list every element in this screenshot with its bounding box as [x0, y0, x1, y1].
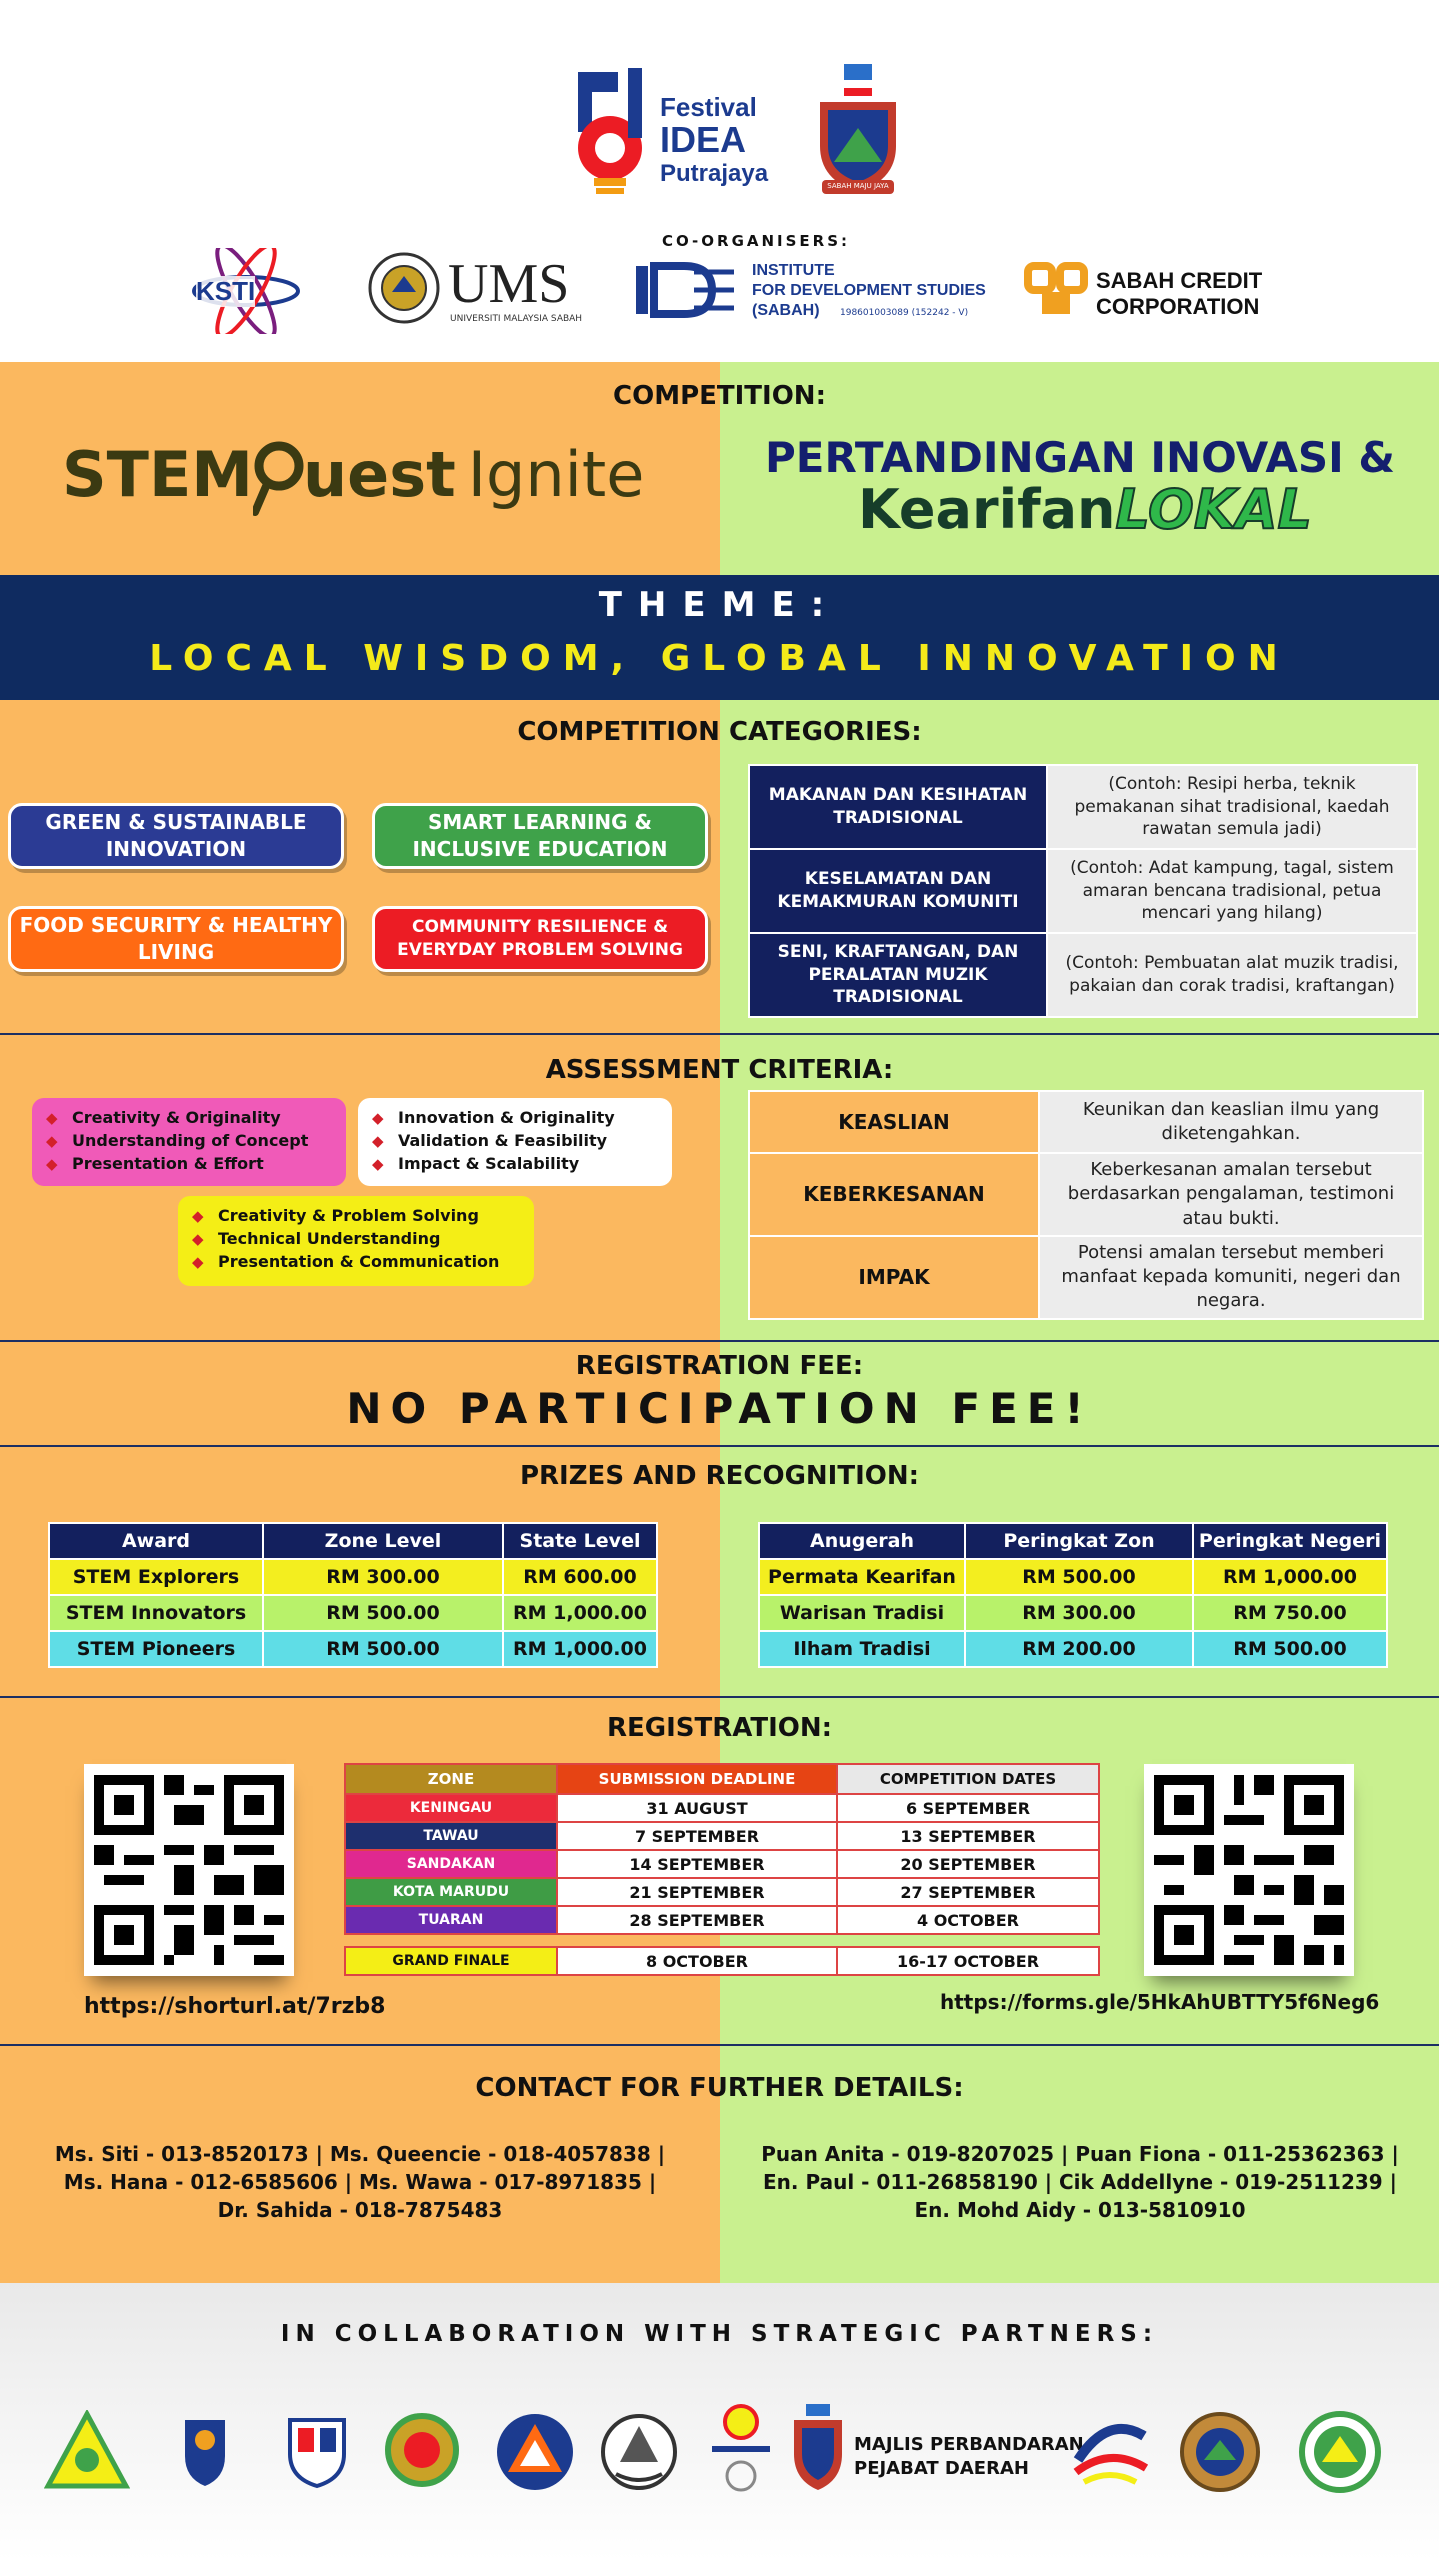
col-header: State Level: [503, 1523, 657, 1559]
mp-tawau-logo: [272, 2410, 362, 2506]
ids-mark-icon: [634, 262, 738, 320]
idea-word: IDEA: [660, 119, 747, 160]
fee-value: NO PARTICIPATION FEE!: [346, 1383, 1093, 1433]
diamond-icon: ◆: [46, 1154, 58, 1173]
criteria-box-white: [358, 1098, 672, 1186]
table-row: [345, 1906, 1099, 1934]
category-pill-green: GREEN & SUSTAINABLE INNOVATION: [8, 803, 344, 869]
cell: RM 500.00: [965, 1559, 1193, 1595]
col-header: ZONE: [345, 1764, 557, 1794]
criteria-box-pink: [32, 1098, 346, 1186]
pik-line1: PERTANDINGAN INOVASI &: [765, 432, 1395, 482]
section-divider: [0, 1340, 1439, 1342]
assessment-heading: ASSESSMENT CRITERIA:: [545, 1055, 894, 1085]
criteria-item: Validation & Feasibility: [398, 1131, 608, 1150]
assessment-table: [748, 1090, 1424, 1320]
categories-table: [748, 764, 1418, 1018]
scc-line1: SABAH CREDIT: [1096, 268, 1263, 293]
deadline-cell: 31 AUGUST: [557, 1794, 837, 1822]
deadline-cell: 28 SEPTEMBER: [557, 1906, 837, 1934]
ids-line2: FOR DEVELOPMENT STUDIES: [752, 282, 986, 299]
contact-line: En. Paul - 011-26858190 | Cik Addellyne - 019-2511239 |: [763, 2170, 1397, 2194]
dates-cell: 16-17 OCTOBER: [837, 1947, 1099, 1975]
col-header: Peringkat Negeri: [1193, 1523, 1387, 1559]
registration-url-right[interactable]: https://forms.gle/5HkAhUBTTY5f6Neg6: [940, 1990, 1380, 2014]
col-header: Anugerah: [759, 1523, 965, 1559]
prize-table-pik: [758, 1522, 1388, 1668]
stemquest-uest: uest: [303, 438, 456, 511]
prize-table-stemquest: [48, 1522, 658, 1668]
zone-cell: KOTA MARUDU: [345, 1878, 557, 1906]
section-divider: [0, 1445, 1439, 1447]
section-divider: [0, 1696, 1439, 1698]
table-row: [759, 1595, 1387, 1631]
magnifier-q-icon: [253, 442, 303, 502]
cell: RM 600.00: [503, 1559, 657, 1595]
kpm-logo: [704, 2400, 778, 2496]
criteria-desc: Keberkesanan amalan tersebut berdasarkan pengalaman, testimoni atau bukti.: [1039, 1153, 1423, 1236]
diamond-icon: ◆: [372, 1131, 384, 1150]
col-header: Zone Level: [263, 1523, 503, 1559]
contact-left: [20, 2140, 700, 2224]
cell: Ilham Tradisi: [759, 1631, 965, 1667]
stemquest-ignite: Ignite: [467, 438, 645, 511]
deadline-cell: 14 SEPTEMBER: [557, 1850, 837, 1878]
criteria-item: Creativity & Problem Solving: [218, 1206, 479, 1225]
criteria-item: Creativity & Originality: [72, 1108, 281, 1127]
theme-label: THEME:: [598, 585, 841, 625]
criteria-box-yellow: [178, 1196, 534, 1286]
dates-cell: 20 SEPTEMBER: [837, 1850, 1099, 1878]
deadline-cell: 8 OCTOBER: [557, 1947, 837, 1975]
qr-code-icon: [84, 1764, 294, 1976]
theme-value: LOCAL WISDOM, GLOBAL INNOVATION: [149, 637, 1290, 679]
majlis-line2: PEJABAT DAERAH: [854, 2458, 1029, 2479]
qr-code-icon: [1144, 1764, 1354, 1976]
section-divider: [0, 2044, 1439, 2046]
registration-table: [344, 1763, 1100, 1935]
table-row: [345, 1794, 1099, 1822]
table-row: [749, 1091, 1423, 1153]
category-name: KESELAMATAN DAN KEMAKMURAN KOMUNITI: [749, 849, 1047, 933]
sabah-crest-logo: [812, 62, 904, 202]
cell: RM 750.00: [1193, 1595, 1387, 1631]
col-header: Award: [49, 1523, 263, 1559]
swirl-logo: [1068, 2410, 1152, 2506]
zone-cell: SANDAKAN: [345, 1850, 557, 1878]
ums-text: UMS: [448, 253, 570, 315]
category-pill-smart: SMART LEARNING & INCLUSIVE EDUCATION: [372, 803, 708, 869]
cell: Permata Kearifan: [759, 1559, 965, 1595]
pik-line2: [858, 478, 1312, 542]
contact-line: Dr. Sahida - 018-7875483: [217, 2198, 503, 2222]
registration-finale-table: [344, 1946, 1100, 1976]
criteria-item: Presentation & Communication: [218, 1252, 500, 1271]
apm-logo: [492, 2410, 578, 2506]
table-row: [749, 765, 1417, 849]
table-row: [49, 1559, 657, 1595]
prizes-heading: PRIZES AND RECOGNITION:: [519, 1461, 920, 1491]
registration-heading: REGISTRATION:: [606, 1713, 833, 1743]
cell: RM 500.00: [263, 1595, 503, 1631]
majlis-line1: MAJLIS PERBANDARAN: [854, 2434, 1084, 2455]
category-example: (Contoh: Pembuatan alat muzik tradisi, pakaian dan corak tradisi, kraftangan): [1047, 933, 1417, 1017]
cell: RM 300.00: [263, 1559, 503, 1595]
contact-right: [730, 2140, 1430, 2224]
zone-cell: TAWAU: [345, 1822, 557, 1850]
cell: RM 1,000.00: [1193, 1559, 1387, 1595]
zone-cell: TUARAN: [345, 1906, 557, 1934]
pik-lokal: LOKAL: [1115, 478, 1312, 541]
ums-subtext: UNIVERSITI MALAYSIA SABAH: [450, 314, 583, 324]
table-row: [49, 1595, 657, 1631]
majlis-daerah-keningau-logo: [1176, 2410, 1264, 2506]
table-row: [749, 933, 1417, 1017]
pik-kearifan: Kearifan: [858, 478, 1116, 541]
col-header: COMPETITION DATES: [837, 1764, 1099, 1794]
dates-cell: 13 SEPTEMBER: [837, 1822, 1099, 1850]
ids-logo: [634, 262, 1014, 328]
pdrm-logo: [596, 2410, 682, 2506]
contact-heading: CONTACT FOR FURTHER DETAILS:: [475, 2073, 964, 2103]
criteria-item: Technical Understanding: [218, 1229, 441, 1248]
ids-reg: 198601003089 (152242 - V): [840, 308, 969, 318]
diamond-icon: ◆: [192, 1229, 204, 1248]
category-name: SENI, KRAFTANGAN, DAN PERALATAN MUZIK TRADISIONAL: [749, 933, 1047, 1017]
contact-line: Puan Anita - 019-8207025 | Puan Fiona - 011-25362363 |: [761, 2142, 1399, 2166]
stemquest-logo: [62, 438, 682, 538]
cell: RM 1,000.00: [503, 1631, 657, 1667]
ums-crest-icon: [368, 252, 440, 324]
table-row: [749, 1153, 1423, 1236]
table-row: [345, 1850, 1099, 1878]
ids-line3: (SABAH): [752, 302, 820, 319]
table-row: [749, 849, 1417, 933]
criteria-name: IMPAK: [749, 1236, 1039, 1319]
contact-line: Ms. Hana - 012-6585606 | Ms. Wawa - 017-8971835 |: [63, 2170, 657, 2194]
criteria-item: Impact & Scalability: [398, 1154, 580, 1173]
category-example: (Contoh: Resipi herba, teknik pemakanan sihat tradisional, kaedah rawatan semula jadi): [1047, 765, 1417, 849]
table-row: [759, 1559, 1387, 1595]
bulb-five-icon: [574, 66, 664, 206]
partners-heading: IN COLLABORATION WITH STRATEGIC PARTNERS:: [280, 2321, 1159, 2347]
deadline-cell: 21 SEPTEMBER: [557, 1878, 837, 1906]
table-row: [345, 1822, 1099, 1850]
cell: RM 1,000.00: [503, 1595, 657, 1631]
cell: RM 300.00: [965, 1595, 1193, 1631]
mp-sandakan-logo: [150, 2410, 260, 2506]
criteria-desc: Keunikan dan keaslian ilmu yang diketengahkan.: [1039, 1091, 1423, 1153]
criteria-name: KEBERKESANAN: [749, 1153, 1039, 1236]
zone-cell: GRAND FINALE: [345, 1947, 557, 1975]
table-header-row: [759, 1523, 1387, 1559]
table-header-row: [49, 1523, 657, 1559]
category-pill-community: COMMUNITY RESILIENCE & EVERYDAY PROBLEM SOLVING: [372, 906, 708, 972]
cell: RM 500.00: [1193, 1631, 1387, 1667]
diamond-icon: ◆: [46, 1108, 58, 1127]
criteria-desc: Potensi amalan tersebut memberi manfaat kepada komuniti, negeri dan negara.: [1039, 1236, 1423, 1319]
festival-logo: [574, 66, 784, 206]
categories-heading: COMPETITION CATEGORIES:: [517, 717, 922, 747]
diamond-icon: ◆: [372, 1154, 384, 1173]
cell: RM 200.00: [965, 1631, 1193, 1667]
cell: STEM Pioneers: [49, 1631, 263, 1667]
criteria-item: Presentation & Effort: [72, 1154, 264, 1173]
putrajaya-word: Putrajaya: [660, 160, 769, 187]
cell: STEM Explorers: [49, 1559, 263, 1595]
cell: STEM Innovators: [49, 1595, 263, 1631]
diamond-icon: ◆: [372, 1108, 384, 1127]
scc-line2: CORPORATION: [1096, 294, 1260, 319]
qr-code-left[interactable]: [84, 1764, 294, 1976]
contact-line: Ms. Siti - 013-8520173 | Ms. Queencie - 018-4057838 |: [54, 2142, 666, 2166]
section-divider: [0, 1033, 1439, 1035]
col-header: Peringkat Zon: [965, 1523, 1193, 1559]
scc-logo: [1024, 262, 1284, 322]
criteria-item: Innovation & Originality: [398, 1108, 615, 1127]
table-row: [49, 1631, 657, 1667]
sabah-maju-jaya-logo: [44, 2410, 130, 2506]
category-name: MAKANAN DAN KESIHATAN TRADISIONAL: [749, 765, 1047, 849]
stemquest-stem: STEM: [62, 438, 253, 511]
category-example: (Contoh: Adat kampung, tagal, sistem amaran bencana tradisional, petua mencari yang hilang): [1047, 849, 1417, 933]
ums-logo: [368, 252, 588, 332]
dates-cell: 6 SEPTEMBER: [837, 1794, 1099, 1822]
diamond-icon: ◆: [192, 1252, 204, 1271]
table-row: [345, 1947, 1099, 1975]
rela-logo: [384, 2410, 460, 2506]
dates-cell: 27 SEPTEMBER: [837, 1878, 1099, 1906]
scc-mark-icon: [1024, 262, 1092, 318]
diamond-icon: ◆: [46, 1131, 58, 1150]
diamond-icon: ◆: [192, 1206, 204, 1225]
table-header-row: [345, 1764, 1099, 1794]
zone-cell: KENINGAU: [345, 1794, 557, 1822]
criteria-name: KEASLIAN: [749, 1091, 1039, 1153]
criteria-item: Understanding of Concept: [72, 1131, 309, 1150]
fee-label: REGISTRATION FEE:: [575, 1351, 864, 1381]
table-row: [759, 1631, 1387, 1667]
deadline-cell: 7 SEPTEMBER: [557, 1822, 837, 1850]
table-row: [749, 1236, 1423, 1319]
co-organisers-label: CO-ORGANISERS:: [662, 232, 851, 250]
col-header: SUBMISSION DEADLINE: [557, 1764, 837, 1794]
crest-motto: SABAH MAJU JAYA: [827, 182, 889, 190]
competition-label: COMPETITION:: [613, 381, 826, 411]
ksti-logo: [190, 248, 302, 334]
contact-line: En. Mohd Aidy - 013-5810910: [914, 2198, 1246, 2222]
pejabat-daerah-crest: [790, 2402, 846, 2498]
festival-word: Festival: [660, 92, 757, 122]
dates-cell: 4 OCTOBER: [837, 1906, 1099, 1934]
ksti-text: KSTI: [196, 276, 256, 306]
registration-url-left[interactable]: https://shorturl.at/7rzb8: [84, 1994, 386, 2019]
cell: Warisan Tradisi: [759, 1595, 965, 1631]
cell: RM 500.00: [263, 1631, 503, 1667]
ids-line1: INSTITUTE: [752, 262, 835, 279]
qr-code-right[interactable]: [1144, 1764, 1354, 1976]
category-pill-food: FOOD SECURITY & HEALTHY LIVING: [8, 906, 344, 972]
table-row: [345, 1878, 1099, 1906]
majlis-daerah-tuaran-logo: [1296, 2410, 1384, 2506]
